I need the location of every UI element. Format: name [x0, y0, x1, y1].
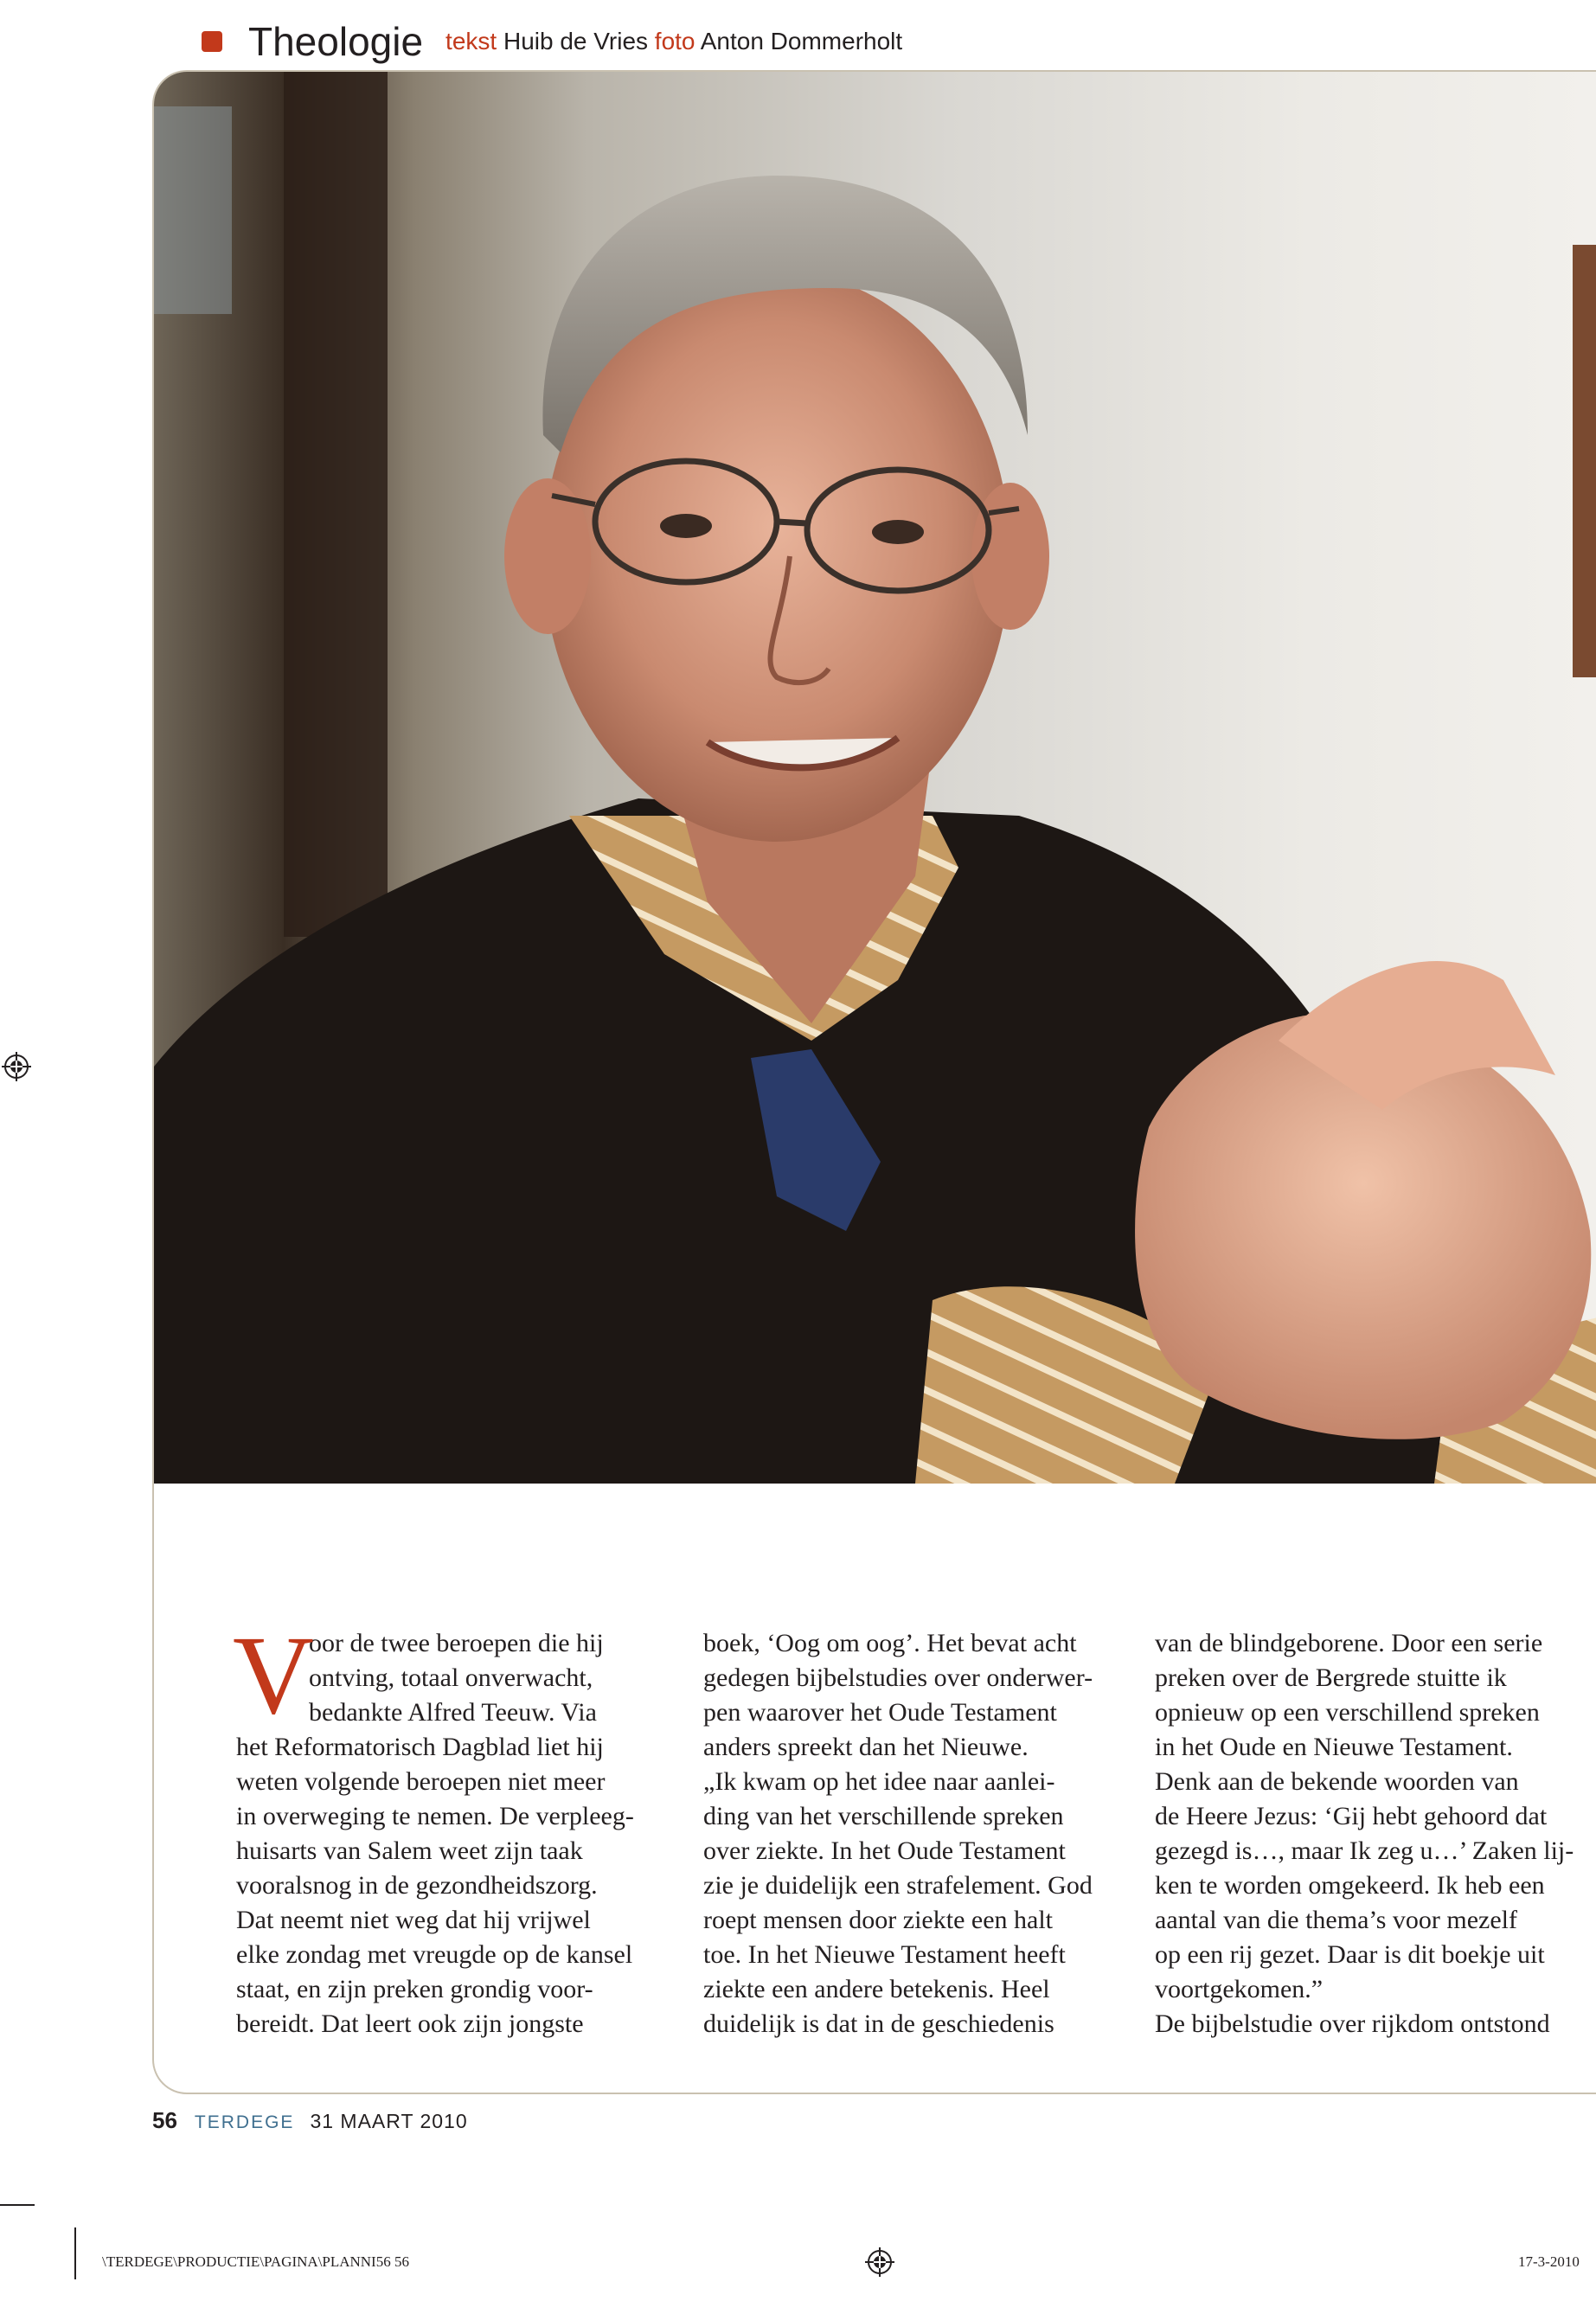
- text-line: elke zondag met vreugde op de kansel: [236, 1940, 633, 1969]
- drop-cap: V: [233, 1613, 314, 1738]
- text-role-label: tekst: [445, 28, 497, 54]
- article-credits: [445, 28, 902, 55]
- text-line: in overweging te nemen. De verpleeg-: [236, 1802, 634, 1830]
- text-line: de Heere Jezus: ‘Gij hebt gehoord dat: [1155, 1802, 1548, 1830]
- text-line: preken over de Bergrede stuitte ik: [1155, 1663, 1507, 1692]
- page-folio: [152, 2107, 468, 2138]
- text-line: De bijbelstudie over rijkdom ontstond: [1155, 2009, 1550, 2038]
- text-line: boek, ‘Oog om oog’. Het bevat acht: [703, 1629, 1077, 1657]
- article-header: [202, 16, 902, 67]
- text-line: huisarts van Salem weet zijn taak: [236, 1836, 583, 1865]
- text-line: op een rij gezet. Daar is dit boekje uit: [1155, 1940, 1545, 1969]
- crop-mark: [74, 2227, 76, 2279]
- text-line: ken te worden omgekeerd. Ik heb een: [1155, 1871, 1545, 1900]
- text-line: zie je duidelijk een strafelement. God: [703, 1871, 1093, 1900]
- text-line: Denk aan de bekende woorden van: [1155, 1767, 1519, 1796]
- slug-file-path: \TERDEGE\PRODUCTIE\PAGINA\PLANNI56 56: [102, 2253, 409, 2270]
- magazine-name: TERDEGE: [194, 2112, 295, 2132]
- section-square-icon: [202, 31, 222, 52]
- article-column-2: [703, 1626, 1153, 2041]
- photo-role-label: foto: [654, 28, 695, 54]
- text-line: ding van het verschillende spreken: [703, 1802, 1064, 1830]
- text-line: weten volgende beroepen niet meer: [236, 1767, 606, 1796]
- text-line: duidelijk is dat in de geschiedenis: [703, 2009, 1054, 2038]
- text-line: bedankte Alfred Teeuw. Via: [309, 1698, 597, 1727]
- text-line: oor de twee beroepen die hij: [309, 1629, 604, 1657]
- text-line: van de blindgeborene. Door een serie: [1155, 1629, 1543, 1657]
- text-line: voortgekomen.”: [1155, 1975, 1324, 2003]
- text-line: „Ik kwam op het idee naar aanlei-: [703, 1767, 1055, 1796]
- text-line: toe. In het Nieuwe Testament heeft: [703, 1940, 1066, 1969]
- text-line: het Reformatorisch Dagblad liet hij: [236, 1733, 604, 1761]
- crop-mark: [0, 2204, 35, 2206]
- text-line: gezegd is…, maar Ik zeg u…’ Zaken lij-: [1155, 1836, 1574, 1865]
- text-line: pen waarover het Oude Testament: [703, 1698, 1057, 1727]
- text-line: ontving, totaal onverwacht,: [309, 1663, 593, 1692]
- text-line: anders spreekt dan het Nieuwe.: [703, 1733, 1029, 1761]
- article-column-3: [1155, 1626, 1596, 2041]
- portrait-illustration: [154, 72, 1596, 1484]
- page-number: 56: [152, 2107, 177, 2133]
- photographer-name: Anton Dommerholt: [700, 28, 903, 54]
- registration-mark-icon: [865, 2247, 894, 2277]
- text-line: staat, en zijn preken grondig voor-: [236, 1975, 593, 2003]
- text-line: roept mensen door ziekte een halt: [703, 1906, 1054, 1934]
- text-line: Dat neemt niet weg dat hij vrijwel: [236, 1906, 591, 1934]
- section-title: Theologie: [248, 19, 424, 64]
- text-line: over ziekte. In het Oude Testament: [703, 1836, 1066, 1865]
- text-line: in het Oude en Nieuwe Testament.: [1155, 1733, 1513, 1761]
- text-line: ziekte een andere betekenis. Heel: [703, 1975, 1050, 2003]
- author-name: Huib de Vries: [503, 28, 649, 54]
- registration-mark-icon: [2, 1052, 31, 1081]
- text-line: aantal van die thema’s voor mezelf: [1155, 1906, 1517, 1934]
- issue-date: 31 MAART 2010: [310, 2110, 468, 2132]
- text-line: opnieuw op een verschillend spreken: [1155, 1698, 1540, 1727]
- text-line: vooralsnog in de gezondheidszorg.: [236, 1871, 598, 1900]
- article-column-1: [233, 1613, 686, 2041]
- text-line: bereidt. Dat leert ook zijn jongste: [236, 2009, 584, 2038]
- text-line: gedegen bijbelstudies over onderwer-: [703, 1663, 1093, 1692]
- slug-date: 17-3-2010: [1518, 2253, 1580, 2270]
- portrait-photo: [154, 72, 1596, 1484]
